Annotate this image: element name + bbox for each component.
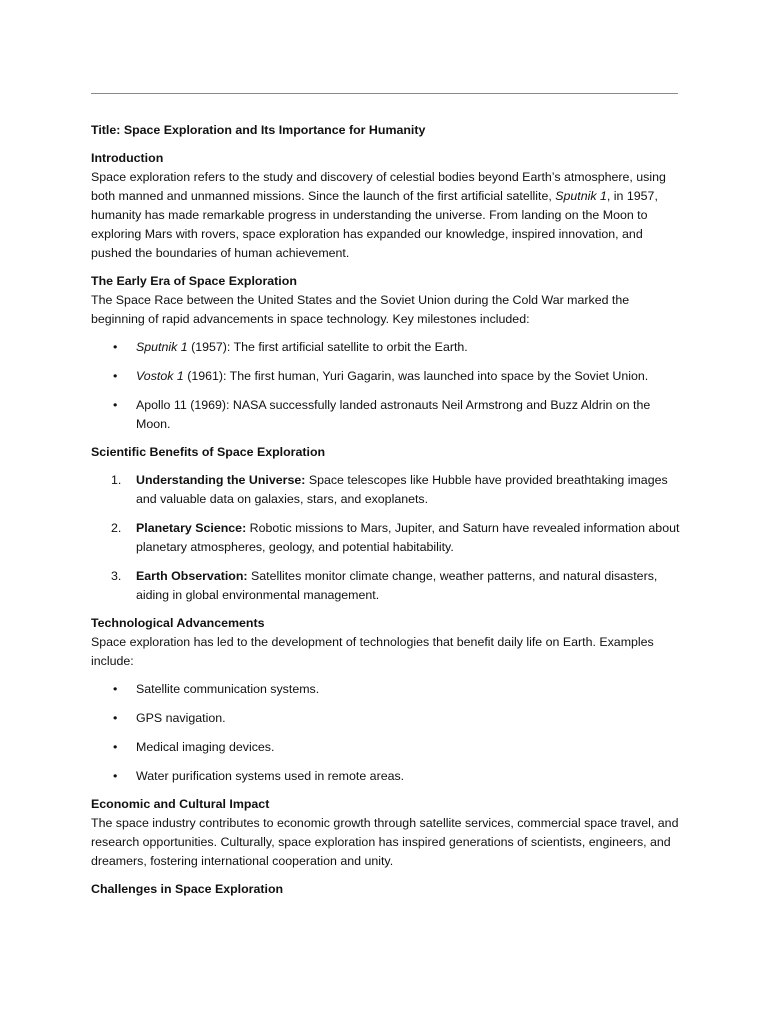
- list-item: [91, 367, 681, 386]
- list-item: [91, 471, 681, 509]
- header-rule: [91, 93, 678, 94]
- early-era-section: [91, 272, 681, 329]
- scientific-benefits-heading: Scientific Benefits of Space Exploration: [91, 445, 326, 459]
- list-item: [91, 680, 681, 699]
- technological-heading: Technological Advancements: [91, 616, 265, 630]
- introduction-paragraph: [91, 168, 681, 263]
- item-text: GPS navigation.: [136, 711, 226, 725]
- list-item: [91, 519, 681, 557]
- scientific-benefits-section: [91, 443, 681, 462]
- item-text: Robotic missions to Mars, Jupiter, and Saturn have revealed information about planetary atmospheres, geology, and potential habitability.: [136, 521, 680, 554]
- document-title: Title: Space Exploration and Its Importance for Humanity: [91, 123, 426, 137]
- number-marker: 2.: [111, 521, 122, 535]
- list-item: [91, 567, 681, 605]
- document-body: [91, 121, 681, 908]
- bullet-marker: •: [113, 769, 118, 783]
- introduction-section: [91, 149, 681, 263]
- economic-paragraph: The space industry contributes to economic growth through satellite services, commercial space travel, and research opportunities. Culturally, space exploration has inspired generations of scientists, engineers, and dreamers, fostering international cooperation and unity.: [91, 816, 679, 868]
- item-bold: Earth Observation:: [136, 569, 248, 583]
- economic-section: [91, 795, 681, 871]
- item-italic: Sputnik 1: [136, 340, 188, 354]
- number-marker: 1.: [111, 473, 122, 487]
- item-text: Water purification systems used in remote areas.: [136, 769, 405, 783]
- technologies-list: [91, 680, 681, 786]
- list-item: [91, 738, 681, 757]
- item-text: (1957): The first artificial satellite to orbit the Earth.: [187, 340, 468, 354]
- introduction-italic: Sputnik 1: [555, 189, 607, 203]
- bullet-marker: •: [113, 369, 118, 383]
- introduction-text-1: Space exploration refers to the study and discovery of celestial bodies beyond Earth’s atmosphere, using both manned and unmanned missions. Since the launch of the first artificial satellite,: [91, 170, 666, 203]
- item-text: Satellite communication systems.: [136, 682, 320, 696]
- introduction-heading: Introduction: [91, 151, 164, 165]
- early-era-heading: The Early Era of Space Exploration: [91, 274, 297, 288]
- item-text: Medical imaging devices.: [136, 740, 275, 754]
- challenges-heading: Challenges in Space Exploration: [91, 882, 284, 896]
- item-text: Satellites monitor climate change, weather patterns, and natural disasters, aiding in global environmental management.: [136, 569, 658, 602]
- challenges-section: [91, 880, 681, 899]
- economic-heading: Economic and Cultural Impact: [91, 797, 270, 811]
- bullet-marker: •: [113, 682, 118, 696]
- item-text: Apollo 11 (1969): NASA successfully landed astronauts Neil Armstrong and Buzz Aldrin on the Moon.: [136, 398, 651, 431]
- technological-paragraph: Space exploration has led to the development of technologies that benefit daily life on Earth. Examples include:: [91, 635, 654, 668]
- item-text: Space telescopes like Hubble have provided breathtaking images and valuable data on galaxies, stars, and exoplanets.: [136, 473, 668, 506]
- item-bold: Understanding the Universe:: [136, 473, 306, 487]
- list-item: [91, 709, 681, 728]
- item-bold: Planetary Science:: [136, 521, 247, 535]
- bullet-marker: •: [113, 740, 118, 754]
- early-era-paragraph: The Space Race between the United States and the Soviet Union during the Cold War marked the beginning of rapid advancements in space technology. Key milestones included:: [91, 293, 630, 326]
- number-marker: 3.: [111, 569, 122, 583]
- list-item: [91, 396, 681, 434]
- item-text: (1961): The first human, Yuri Gagarin, was launched into space by the Soviet Union.: [183, 369, 649, 383]
- list-item: [91, 338, 681, 357]
- item-italic: Vostok 1: [136, 369, 184, 383]
- list-item: [91, 767, 681, 786]
- milestones-list: [91, 338, 681, 434]
- technological-section: [91, 614, 681, 671]
- bullet-marker: •: [113, 711, 118, 725]
- scientific-benefits-list: [91, 471, 681, 605]
- bullet-marker: •: [113, 398, 118, 412]
- introduction-text-2: , in 1957, humanity has made remarkable progress in understanding the universe. From landing on the Moon to exploring Mars with rovers, space exploration has expanded our knowledge, inspired innovation, and pushed the boundaries of human achievement.: [91, 189, 658, 260]
- bullet-marker: •: [113, 340, 118, 354]
